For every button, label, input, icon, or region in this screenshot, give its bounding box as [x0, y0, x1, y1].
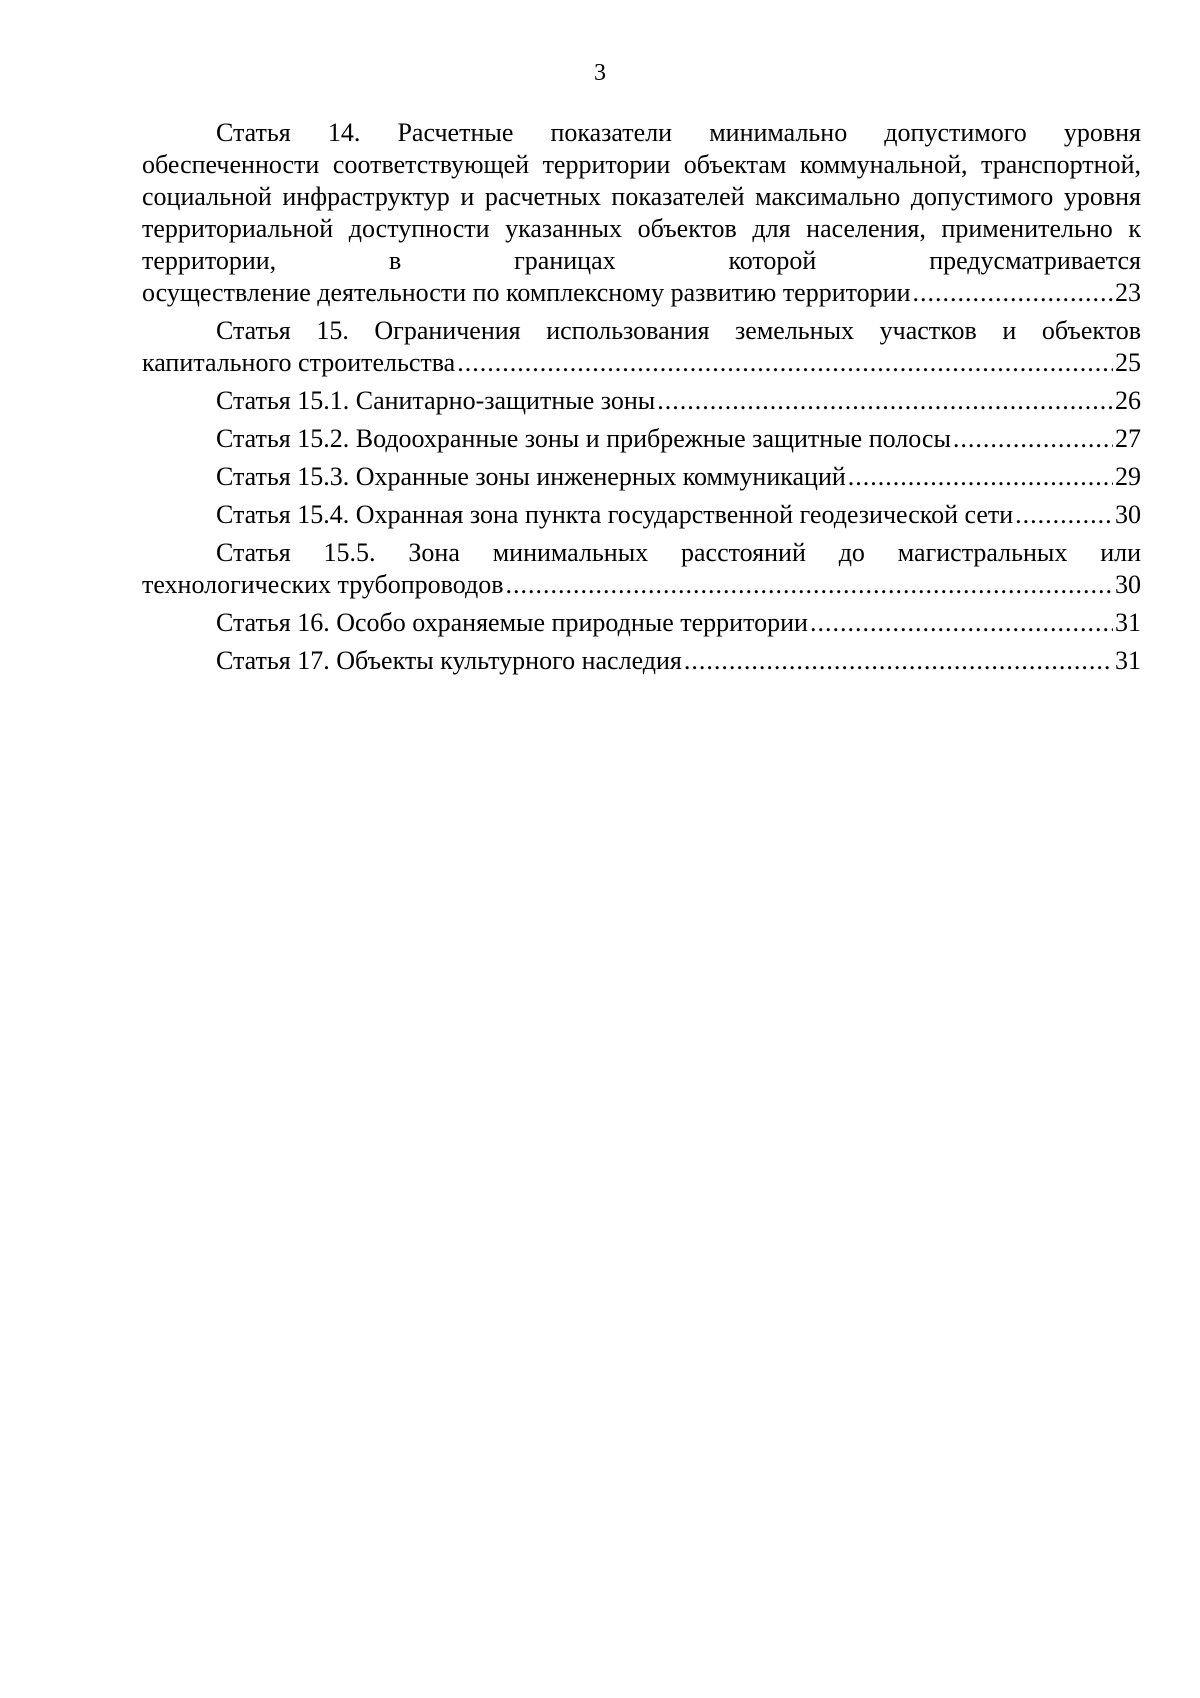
page-number: 3 — [594, 60, 606, 86]
toc-entry-title: Статья 15.2. Водоохранные зоны и прибрежные защитные полосы — [216, 424, 951, 453]
toc-entry-title: Статья 16. Особо охраняемые природные территории — [216, 608, 808, 637]
toc-page-number: 26 — [1115, 386, 1141, 415]
toc-entry-title: Статья 17. Объекты культурного наследия — [216, 646, 682, 675]
toc-entry-final-line — [142, 423, 1141, 455]
toc-entry-article-15-2[interactable] — [142, 423, 1141, 455]
dot-leader — [953, 423, 1113, 455]
toc-page-number: 30 — [1115, 570, 1141, 599]
toc-entry-final-line — [142, 645, 1141, 677]
toc-page-number: 31 — [1115, 608, 1141, 637]
toc-entry-article-15-3[interactable] — [142, 461, 1141, 493]
toc-entry-final-line — [142, 607, 1141, 639]
toc-entry-article-16[interactable] — [142, 607, 1141, 639]
toc-entry-title: Статья 14. Расчетные показатели минимально допустимого уровня обеспеченности соответствующей территории объектам коммунальной, транспортной, социальной инфраструктур и расчетных показателей максимально допустимого уровня территориальной доступности указанных объектов для населения, применительно к территории, в границах которой предусматривается — [142, 118, 1141, 275]
toc-entry-final-line — [142, 569, 1141, 601]
toc-entry-title: Статья 15. Ограничения использования земельных участков и объектов — [216, 316, 1141, 345]
toc-entry-final-line — [142, 347, 1141, 379]
toc-entry-title: Статья 15.1. Санитарно-защитные зоны — [216, 386, 656, 415]
toc-entry-final-line — [142, 385, 1141, 417]
dot-leader — [506, 569, 1113, 601]
dot-leader — [848, 461, 1113, 493]
toc-entry-title: Статья 15.3. Охранные зоны инженерных коммуникаций — [216, 462, 846, 491]
toc-page-number: 29 — [1115, 462, 1141, 491]
toc-entry-article-15-1[interactable] — [142, 385, 1141, 417]
toc-page-number: 30 — [1115, 500, 1141, 529]
toc-entry-final-line — [142, 277, 1141, 309]
table-of-contents — [142, 117, 1141, 683]
dot-leader — [1015, 499, 1113, 531]
toc-entry-article-15-5[interactable] — [142, 537, 1141, 601]
toc-entry-title: Статья 15.5. Зона минимальных расстояний до магистральных или — [216, 538, 1141, 567]
toc-entry-final-line — [142, 461, 1141, 493]
toc-page-number: 23 — [1115, 278, 1141, 307]
dot-leader — [684, 645, 1113, 677]
toc-page-number: 25 — [1115, 348, 1141, 377]
toc-entry-title: Статья 15.4. Охранная зона пункта государственной геодезической сети — [216, 500, 1014, 529]
toc-page-number: 27 — [1115, 424, 1141, 453]
dot-leader — [913, 277, 1114, 309]
dot-leader — [810, 607, 1113, 639]
dot-leader — [657, 385, 1113, 417]
dot-leader — [457, 347, 1113, 379]
toc-page-number: 31 — [1115, 646, 1141, 675]
toc-entry-title-end: капитального строительства — [142, 348, 456, 377]
toc-entry-title-end: технологических трубопроводов — [142, 570, 504, 599]
toc-entry-final-line — [142, 499, 1141, 531]
toc-entry-title-end: осуществление деятельности по комплексному развитию территории — [142, 278, 911, 307]
toc-entry-article-15[interactable] — [142, 315, 1141, 379]
toc-entry-article-14[interactable] — [142, 117, 1141, 309]
toc-entry-article-15-4[interactable] — [142, 499, 1141, 531]
toc-entry-article-17[interactable] — [142, 645, 1141, 677]
